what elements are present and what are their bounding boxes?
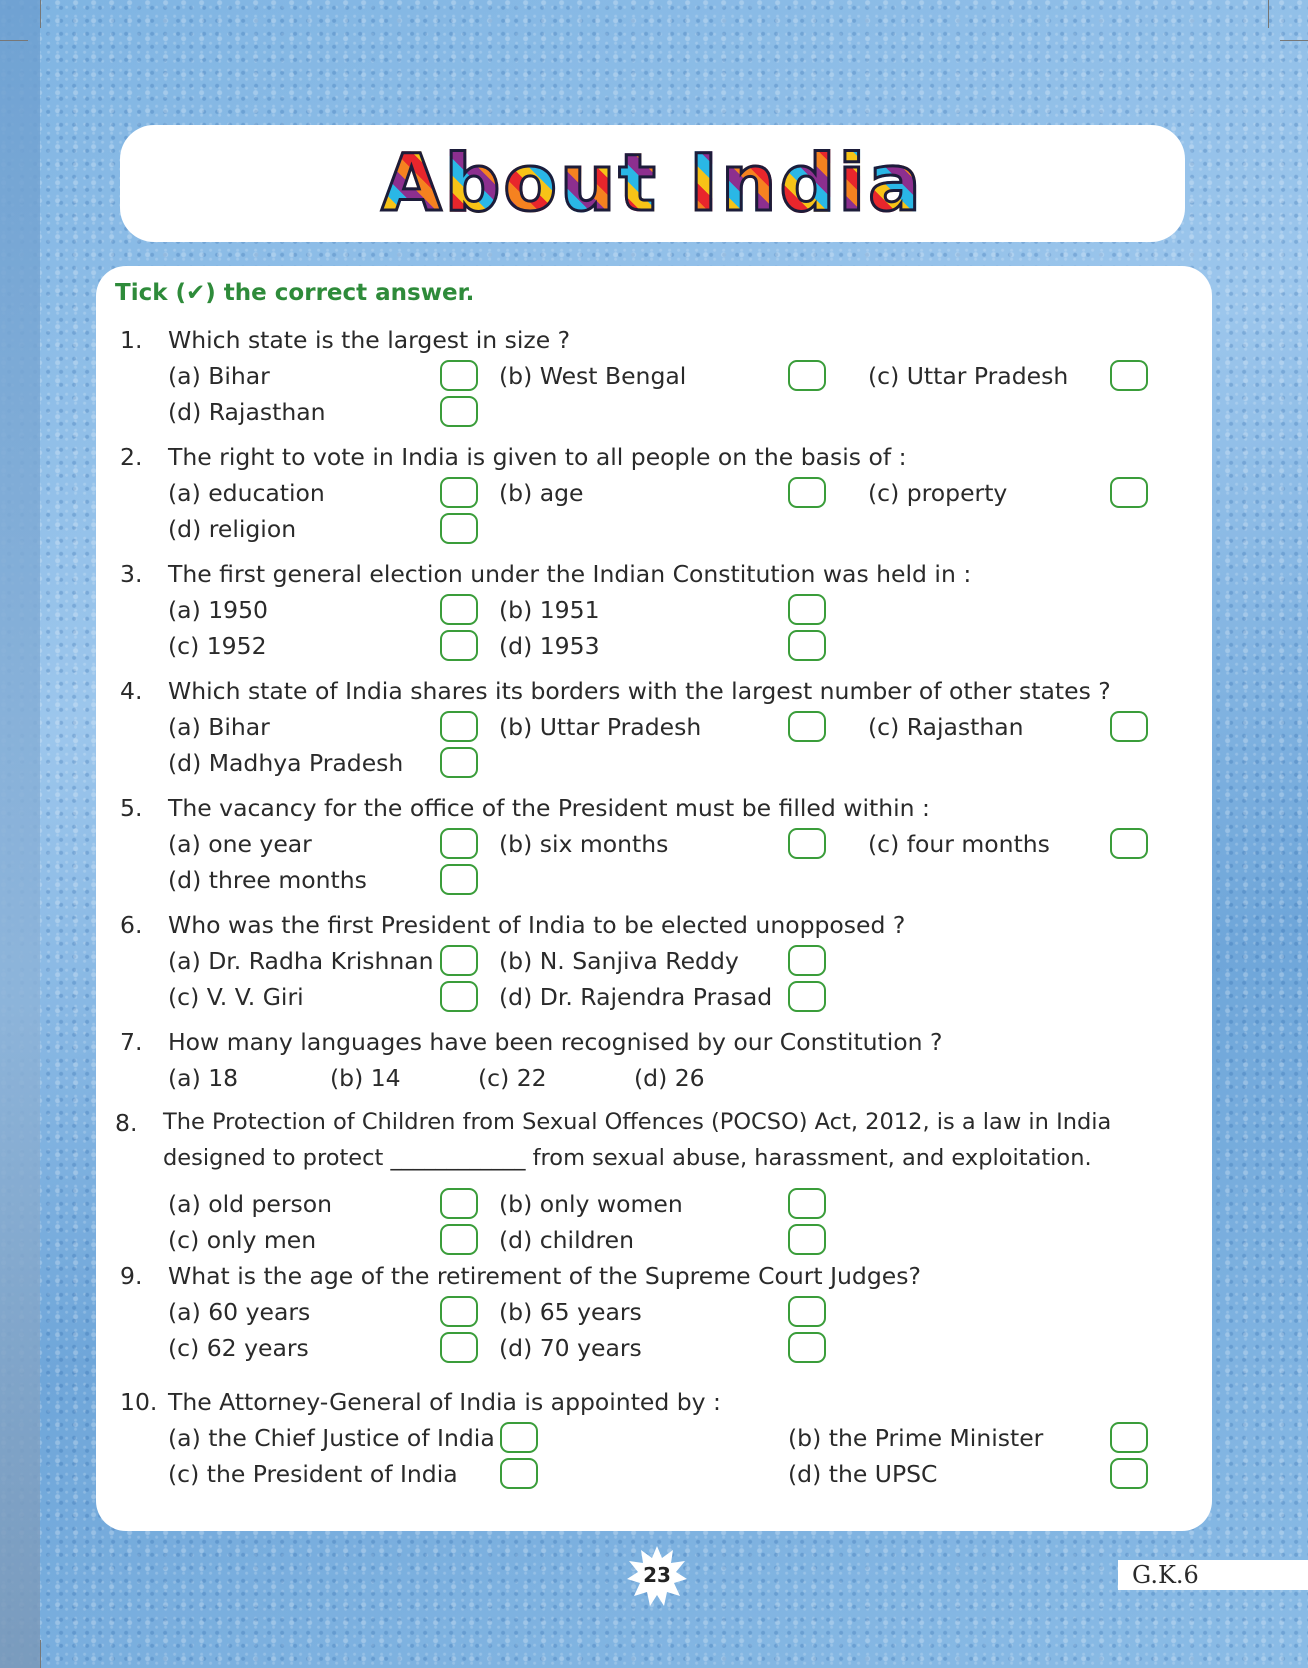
- question-number: 9.: [120, 1262, 143, 1290]
- option-label: (a) Bihar: [168, 362, 270, 390]
- crop-mark: [40, 0, 41, 28]
- question-text: The Attorney-General of India is appointed by :: [168, 1388, 721, 1416]
- option-label: (a) 18: [168, 1064, 239, 1092]
- answer-checkbox[interactable]: [788, 1188, 826, 1219]
- answer-checkbox[interactable]: [440, 513, 478, 544]
- answer-checkbox[interactable]: [440, 981, 478, 1012]
- option-label: (c) four months: [868, 830, 1050, 858]
- answer-checkbox[interactable]: [788, 477, 826, 508]
- answer-checkbox[interactable]: [788, 828, 826, 859]
- answer-checkbox[interactable]: [1110, 828, 1148, 859]
- option-label: (b) only women: [499, 1190, 683, 1218]
- option-label: (d) Dr. Rajendra Prasad: [499, 983, 773, 1011]
- question-text: Who was the first President of India to be elected unopposed ?: [168, 911, 906, 939]
- question-number: 6.: [120, 911, 143, 939]
- answer-checkbox[interactable]: [440, 477, 478, 508]
- question-number: 7.: [120, 1028, 143, 1056]
- question-number: 1.: [120, 326, 143, 354]
- option-label: (b) six months: [499, 830, 669, 858]
- answer-checkbox[interactable]: [788, 594, 826, 625]
- option-label: (b) Uttar Pradesh: [499, 713, 702, 741]
- option-label: (a) the Chief Justice of India: [168, 1424, 495, 1452]
- answer-checkbox[interactable]: [1110, 1458, 1148, 1489]
- option-label: (b) N. Sanjiva Reddy: [499, 947, 739, 975]
- option-label: (c) 62 years: [168, 1334, 309, 1362]
- question-text: The right to vote in India is given to all people on the basis of :: [168, 443, 907, 471]
- option-label: (b) West Bengal: [499, 362, 687, 390]
- answer-checkbox[interactable]: [440, 1224, 478, 1255]
- answer-checkbox[interactable]: [788, 360, 826, 391]
- option-label: (d) Madhya Pradesh: [168, 749, 404, 777]
- question-text: Which state is the largest in size ?: [168, 326, 571, 354]
- option-label: (d) three months: [168, 866, 367, 894]
- question-text: Which state of India shares its borders with the largest number of other states ?: [168, 677, 1111, 705]
- answer-checkbox[interactable]: [440, 1296, 478, 1327]
- answer-checkbox[interactable]: [1110, 711, 1148, 742]
- answer-checkbox[interactable]: [440, 711, 478, 742]
- option-label: (a) 1950: [168, 596, 269, 624]
- page-number-badge: [627, 1546, 687, 1606]
- answer-checkbox[interactable]: [440, 1188, 478, 1219]
- left-strip: [0, 0, 40, 1668]
- answer-checkbox[interactable]: [440, 396, 478, 427]
- title-banner: [120, 125, 1185, 242]
- option-label: (a) one year: [168, 830, 312, 858]
- answer-checkbox[interactable]: [788, 1224, 826, 1255]
- option-label: (b) 65 years: [499, 1298, 642, 1326]
- page-title: About India: [381, 138, 924, 229]
- option-label: (d) Rajasthan: [168, 398, 326, 426]
- option-label: (c) Uttar Pradesh: [868, 362, 1069, 390]
- option-label: (b) the Prime Minister: [788, 1424, 1044, 1452]
- question-text: How many languages have been recognised by our Constitution ?: [168, 1028, 943, 1056]
- option-label: (c) 1952: [168, 632, 267, 660]
- answer-checkbox[interactable]: [788, 981, 826, 1012]
- option-label: (d) 26: [634, 1064, 705, 1092]
- option-label: (c) Rajasthan: [868, 713, 1024, 741]
- option-label: (c) property: [868, 479, 1008, 507]
- page-number: 23: [643, 1563, 671, 1587]
- question-text-line-2: designed to protect ____________ from sexual abuse, harassment, and exploitation.: [163, 1145, 1092, 1171]
- question-text: What is the age of the retirement of the Supreme Court Judges?: [168, 1262, 921, 1290]
- option-label: (b) 14: [330, 1064, 401, 1092]
- question-number: 8.: [115, 1109, 138, 1137]
- answer-checkbox[interactable]: [500, 1458, 538, 1489]
- option-label: (b) 1951: [499, 596, 600, 624]
- option-label: (a) education: [168, 479, 325, 507]
- answer-checkbox[interactable]: [788, 711, 826, 742]
- option-label: (a) Dr. Radha Krishnan: [168, 947, 434, 975]
- answer-checkbox[interactable]: [788, 945, 826, 976]
- answer-checkbox[interactable]: [440, 360, 478, 391]
- answer-checkbox[interactable]: [788, 1332, 826, 1363]
- answer-checkbox[interactable]: [440, 828, 478, 859]
- option-label: (c) 22: [478, 1064, 547, 1092]
- answer-checkbox[interactable]: [440, 1332, 478, 1363]
- question-text: The Protection of Children from Sexual Offences (POCSO) Act, 2012, is a law in India: [163, 1109, 1112, 1135]
- question-number: 3.: [120, 560, 143, 588]
- answer-checkbox[interactable]: [500, 1422, 538, 1453]
- question-number: 2.: [120, 443, 143, 471]
- answer-checkbox[interactable]: [440, 864, 478, 895]
- question-number: 4.: [120, 677, 143, 705]
- option-label: (d) children: [499, 1226, 635, 1254]
- option-label: (d) 70 years: [499, 1334, 642, 1362]
- question-number: 10.: [120, 1388, 158, 1416]
- option-label: (d) religion: [168, 515, 297, 543]
- option-label: (c) the President of India: [168, 1460, 458, 1488]
- answer-checkbox[interactable]: [440, 747, 478, 778]
- instruction: Tick (✔) the correct answer.: [115, 280, 475, 306]
- book-label: G.K.6: [1118, 1560, 1308, 1590]
- crop-mark: [40, 1640, 41, 1668]
- option-label: (d) 1953: [499, 632, 600, 660]
- option-label: (c) only men: [168, 1226, 317, 1254]
- crop-mark: [1280, 40, 1308, 41]
- question-text: The first general election under the Indian Constitution was held in :: [168, 560, 972, 588]
- answer-checkbox[interactable]: [440, 945, 478, 976]
- option-label: (c) V. V. Giri: [168, 983, 304, 1011]
- answer-checkbox[interactable]: [1110, 477, 1148, 508]
- answer-checkbox[interactable]: [440, 594, 478, 625]
- question-number: 5.: [120, 794, 143, 822]
- answer-checkbox[interactable]: [440, 630, 478, 661]
- option-label: (b) age: [499, 479, 584, 507]
- answer-checkbox[interactable]: [788, 630, 826, 661]
- answer-checkbox[interactable]: [1110, 1422, 1148, 1453]
- crop-mark: [0, 40, 28, 41]
- option-label: (a) Bihar: [168, 713, 270, 741]
- answer-checkbox[interactable]: [788, 1296, 826, 1327]
- crop-mark: [1268, 0, 1269, 28]
- answer-checkbox[interactable]: [1110, 360, 1148, 391]
- question-text: The vacancy for the office of the President must be filled within :: [168, 794, 930, 822]
- option-label: (a) old person: [168, 1190, 333, 1218]
- option-label: (d) the UPSC: [788, 1460, 938, 1488]
- option-label: (a) 60 years: [168, 1298, 311, 1326]
